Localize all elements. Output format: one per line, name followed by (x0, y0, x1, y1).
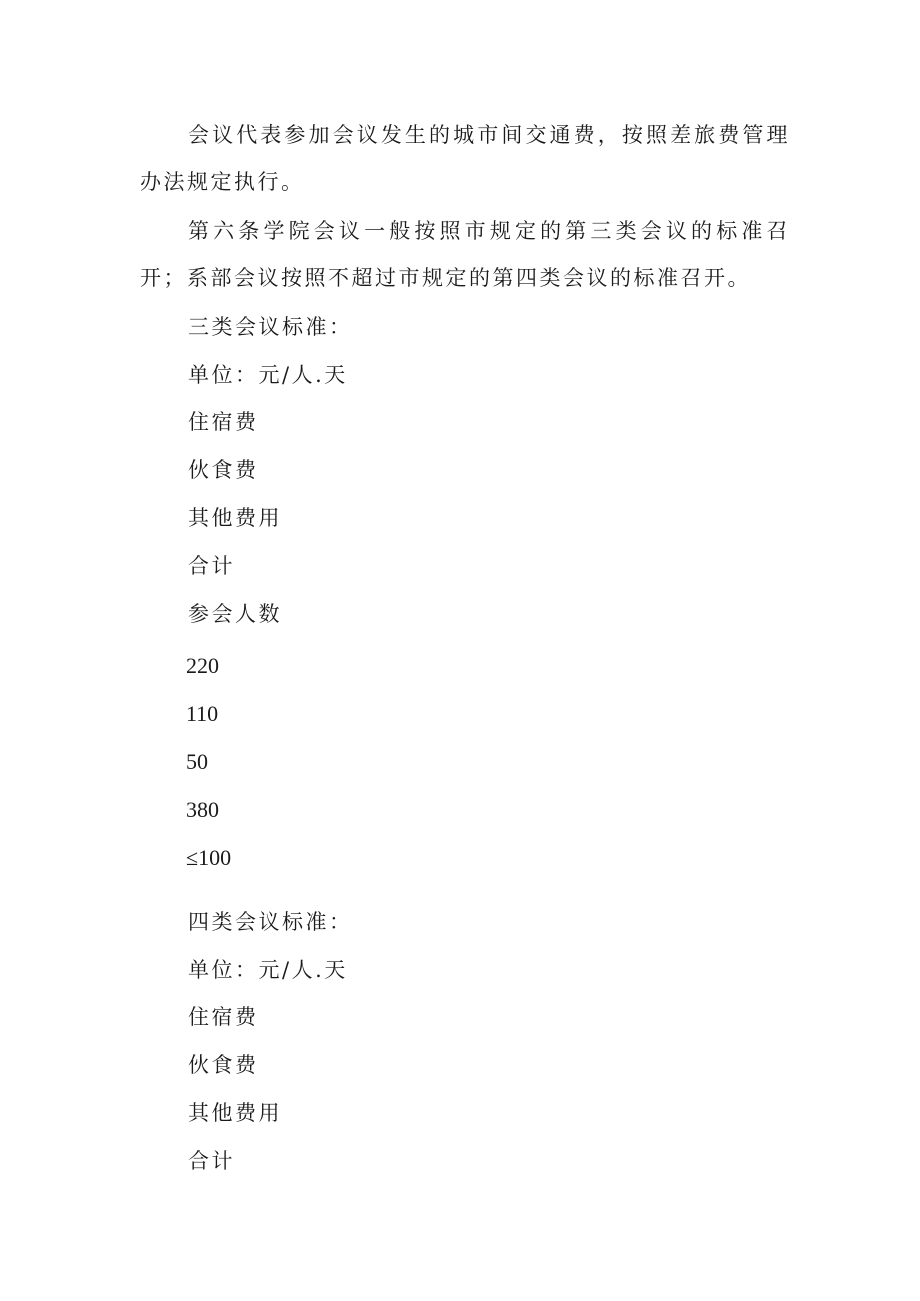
class3-value-meals: 110 (186, 701, 219, 726)
class4-item-other: 其他费用 (188, 1101, 282, 1125)
class3-item-attendees: 参会人数 (188, 602, 282, 626)
class3-item-total: 合计 (188, 554, 235, 578)
class3-value-attendees: ≤100 (186, 845, 232, 870)
paragraph-intercity-transport: 会议代表参加会议发生的城市间交通费，按照差旅费管理办法规定执行。 (140, 123, 790, 194)
paragraph-article-six: 第六条学院会议一般按照市规定的第三类会议的标准召开；系部会议按照不超过市规定的第四类会议的标准召开。 (140, 219, 790, 290)
class3-value-lodging: 220 (186, 653, 219, 678)
class3-item-lodging: 住宿费 (188, 410, 259, 434)
class4-item-total: 合计 (188, 1149, 235, 1173)
class3-value-total: 380 (186, 797, 219, 822)
class4-heading: 四类会议标准： (188, 910, 353, 934)
class3-heading: 三类会议标准： (188, 315, 353, 339)
class4-unit: 单位：元/人.天 (188, 958, 348, 982)
class3-unit: 单位：元/人.天 (188, 363, 348, 387)
class3-item-meals: 伙食费 (188, 458, 259, 482)
class3-value-other: 50 (186, 749, 208, 774)
class3-item-other: 其他费用 (188, 506, 282, 530)
class4-item-lodging: 住宿费 (188, 1005, 259, 1029)
class4-item-meals: 伙食费 (188, 1053, 259, 1077)
